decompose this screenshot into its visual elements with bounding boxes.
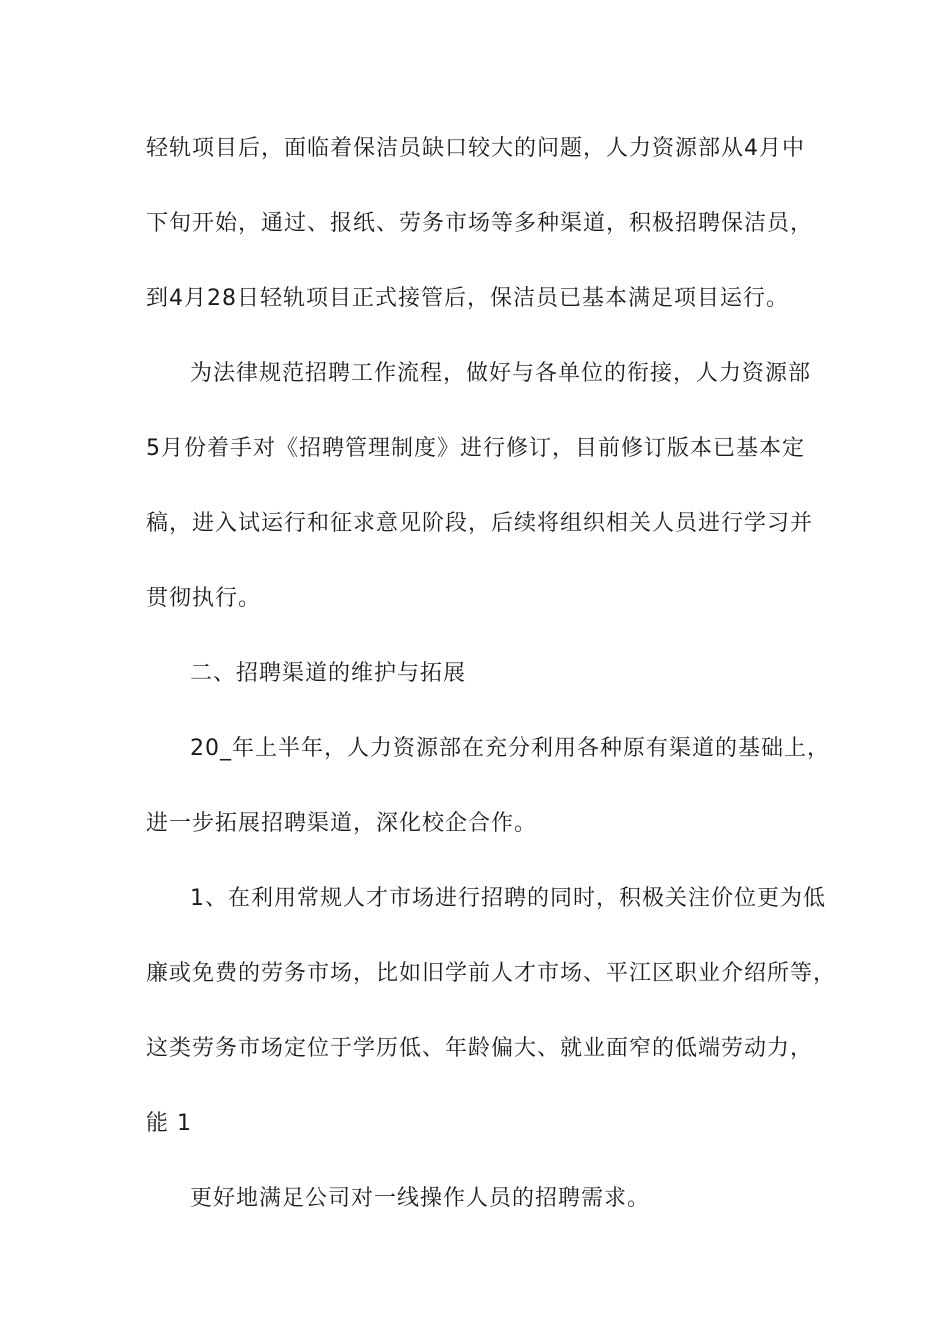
paragraph-start-line: 为法律规范招聘工作流程，做好与各单位的衔接，人力资源部 [190,361,812,386]
text-line: 稿，进入试运行和征求意见阶段，后续将组织相关人员进行学习并 [146,511,814,536]
text-line: 廉或免费的劳务市场，比如旧学前人才市场、平江区职业介绍所等， [146,961,837,986]
text-line: 贯彻执行。 [146,586,262,611]
text-line: 这类劳务市场定位于学历低、年龄偏大、就业面窄的低端劳动力， [146,1036,814,1061]
text-line: 5月份着手对《招聘管理制度》进行修订，目前修订版本已基本定 [146,436,805,461]
text-line: 下旬开始，通过、报纸、劳务市场等多种渠道，积极招聘保洁员， [146,211,814,236]
text-line: 能 1 [146,1111,192,1136]
paragraph-start-line: 20_年上半年，人力资源部在充分利用各种原有渠道的基础上， [190,736,830,761]
text-line: 轻轨项目后，面临着保洁员缺口较大的问题，人力资源部从4月中 [146,136,805,161]
section-heading: 二、招聘渠道的维护与拓展 [190,661,467,686]
paragraph-start-line: 1、在利用常规人才市场进行招聘的同时，积极关注价位更为低 [190,886,826,911]
text-line: 进一步拓展招聘渠道，深化校企合作。 [146,811,538,836]
paragraph-start-line: 更好地满足公司对一线操作人员的招聘需求。 [190,1186,651,1211]
text-line: 到4月28日轻轨项目正式接管后，保洁员已基本满足项目运行。 [146,286,789,311]
